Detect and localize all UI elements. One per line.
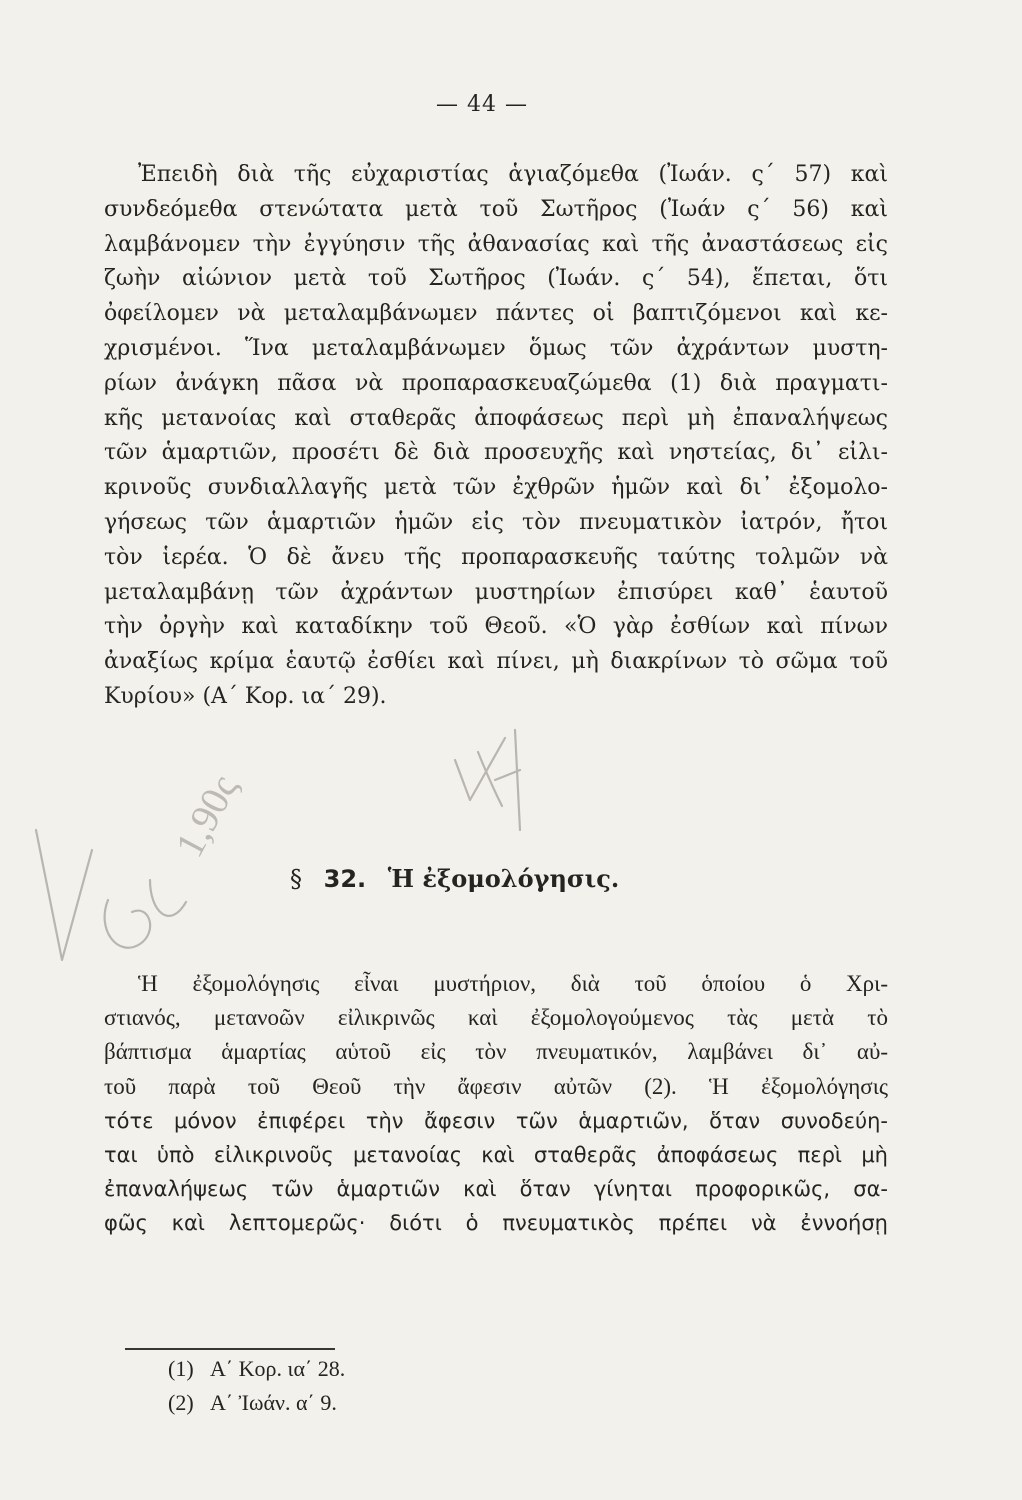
text-line: τὸν ἱερέα. Ὁ δὲ ἄνευ τῆς προπαρασκευῆς ταύτης τολμῶν νὰ	[104, 544, 888, 570]
footnote-divider	[125, 1348, 335, 1350]
pencil-note: 1,90ς	[166, 767, 247, 865]
page-number: — 44 —	[436, 92, 528, 117]
text-line: Ἐπειδὴ διὰ τῆς εὐχαριστίας ἁγιαζόμεθα (Ἰωάν. ς΄ 57) καὶ	[138, 162, 888, 187]
section-symbol: §	[290, 865, 302, 893]
footnote-mark: (2)	[168, 1390, 194, 1415]
paragraph-eucharist	[104, 158, 888, 715]
text-line: ται ὑπὸ εἰλικρινοῦς μετανοίας καὶ σταθερᾶς ἀποφάσεως περὶ μὴ	[104, 1142, 888, 1167]
footnote-mark: (1)	[168, 1356, 194, 1381]
pencil-line-right	[515, 730, 520, 830]
text-line: φῶς καὶ λεπτομερῶς· διότι ὁ πνευματικὸς πρέπει νὰ ἐννοήσῃ	[104, 1211, 888, 1236]
text-line: συνδεόμεθα στενώτατα μετὰ τοῦ Σωτῆρος (Ἰωάν ς΄ 56) καὶ	[104, 196, 888, 222]
footnotes	[168, 1352, 345, 1420]
text-line: ἐπαναλήψεως τῶν ἁμαρτιῶν καὶ ὅταν γίνηται προφορικῶς, σα-	[104, 1177, 888, 1202]
footnote-text: Α΄ Ἰωάν. α΄ 9.	[209, 1390, 337, 1415]
text-line: χρισμένοι. Ἵνα μεταλαμβάνωμεν ὅμως τῶν ἀχράντων μυστη-	[104, 335, 888, 361]
text-line: στιανός, μετανοῶν εἰλικρινῶς καὶ ἐξομολογούμενος τὰς μετὰ τὸ	[104, 1005, 888, 1031]
text-line: ρίων ἀνάγκη πᾶσα νὰ προπαρασκευαζώμεθα (1) διὰ πραγματι-	[104, 370, 888, 396]
pencil-tick-left	[36, 830, 92, 960]
text-line: τὴν ὀργὴν καὶ καταδίκην τοῦ Θεοῦ. «Ὁ γὰρ ἐσθίων καὶ πίνων	[104, 614, 888, 640]
footnote-text: Α΄ Κορ. ια΄ 28.	[209, 1356, 346, 1381]
section-number: 32.	[323, 865, 367, 893]
text-line: τοῦ παρὰ τοῦ Θεοῦ τὴν ἄφεσιν αὐτῶν (2). Ἡ ἐξομολόγησις	[104, 1073, 888, 1099]
text-line: μεταλαμβάνῃ τῶν ἀχράντων μυστηρίων ἐπισύρει καθ᾽ ἑαυτοῦ	[104, 579, 888, 605]
section-title: Ἡ ἐξομολόγησις.	[387, 864, 620, 893]
text-line: γήσεως τῶν ἁμαρτιῶν ἡμῶν εἰς τὸν πνευματικὸν ἰατρόν, ἤτοι	[104, 509, 888, 535]
text-line: λαμβάνομεν τὴν ἐγγύησιν τῆς ἀθανασίας καὶ τῆς ἀναστάσεως εἰς	[104, 231, 888, 257]
text-line: κῆς μετανοίας καὶ σταθερᾶς ἀποφάσεως περὶ μὴ ἐπαναλήψεως	[104, 405, 888, 431]
paragraph-confession	[104, 967, 888, 1241]
text-line: ὀφείλομεν νὰ μεταλαμβάνωμεν πάντες οἱ βαπτιζόμενοι καὶ κε-	[104, 301, 888, 327]
text-line: κρινοῦς συνδιαλλαγῆς μετὰ τῶν ἐχθρῶν ἡμῶν καὶ δι᾽ ἐξομολο-	[104, 475, 888, 501]
text-line: τῶν ἁμαρτιῶν, προσέτι δὲ διὰ προσευχῆς καὶ νηστείας, δι᾽ εἰλι-	[104, 440, 888, 466]
footnote	[168, 1352, 345, 1386]
text-line: ζωὴν αἰώνιον μετὰ τοῦ Σωτῆρος (Ἰωάν. ς΄ 54), ἕπεται, ὅτι	[104, 266, 888, 292]
pencil-scrawl	[105, 880, 186, 948]
pencil-check-mark	[455, 738, 505, 800]
text-line: Κυρίου» (Α΄ Κορ. ια΄ 29).	[104, 683, 387, 709]
footnote	[168, 1386, 345, 1420]
section-heading	[290, 864, 619, 893]
text-line: Ἡ ἐξομολόγησις εἶναι μυστήριον, διὰ τοῦ ὁποίου ὁ Χρι-	[138, 971, 888, 996]
text-line: ἀναξίως κρίμα ἑαυτῷ ἐσθίει καὶ πίνει, μὴ διακρίνων τὸ σῶμα τοῦ	[104, 649, 888, 675]
pencil-scribble	[478, 752, 520, 806]
text-line: τότε μόνον ἐπιφέρει τὴν ἄφεσιν τῶν ἁμαρτιῶν, ὅταν συνοδεύη-	[104, 1108, 888, 1133]
text-line: βάπτισμα ἁμαρτίας αὑτοῦ εἰς τὸν πνευματικόν, λαμβάνει δι᾽ αὐ-	[104, 1039, 888, 1065]
